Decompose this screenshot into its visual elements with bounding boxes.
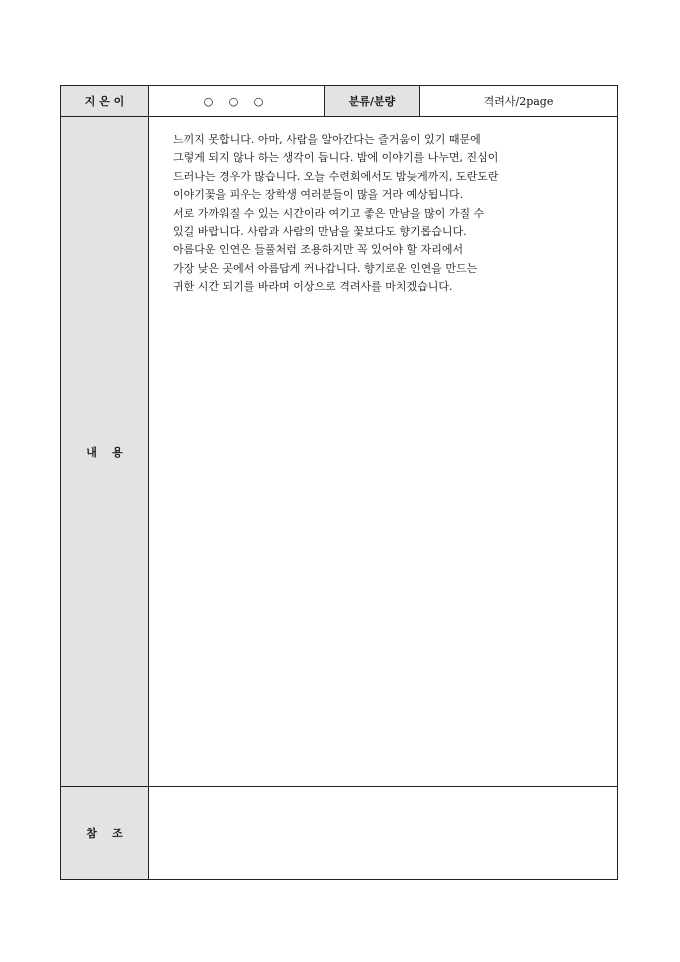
reference-label [61,787,149,880]
content-text [149,117,617,297]
reference-row [61,787,618,880]
content-line: 드러나는 경우가 많습니다. 오늘 수련회에서도 밤늦게까지, 도란도란 [173,169,499,183]
category-label: 분류/분량 [325,86,420,117]
content-label [61,117,149,787]
content-line: 서로 가까워질 수 있는 시간이라 여기고 좋은 만남을 많이 가질 수 [173,206,485,220]
content-row [61,117,618,787]
content-line: 가장 낮은 곳에서 아름답게 커나갑니다. 향기로운 인연을 만드는 [173,261,478,275]
content-label-text: 내 용 [86,445,123,459]
author-label: 지 은 이 [61,86,149,117]
header-row [61,86,618,117]
author-value: ○ ○ ○ [149,86,325,117]
content-line: 아름다운 인연은 들풀처럼 조용하지만 꼭 있어야 할 자리에서 [173,243,464,257]
content-line: 느끼지 못합니다. 아마, 사람을 알아간다는 즐거움이 있기 때문에 [173,133,481,146]
category-value: 격려사/2page [420,86,618,117]
reference-label-text: 참 조 [86,827,123,840]
content-line: 그렇게 되지 않나 하는 생각이 듭니다. 밤에 이야기를 나누면, 진심이 [173,151,499,165]
reference-value [149,787,618,880]
content-line: 귀한 시간 되기를 바라며 이상으로 격려사를 마치겠습니다. [173,280,453,294]
content-line: 이야기꽃을 피우는 장학생 여러분들이 많을 거라 예상됩니다. [173,188,464,202]
manuscript-form [60,85,618,880]
content-cell [149,117,618,787]
content-line: 있길 바랍니다. 사람과 사람의 만남을 꽃보다도 향기롭습니다. [173,225,467,239]
